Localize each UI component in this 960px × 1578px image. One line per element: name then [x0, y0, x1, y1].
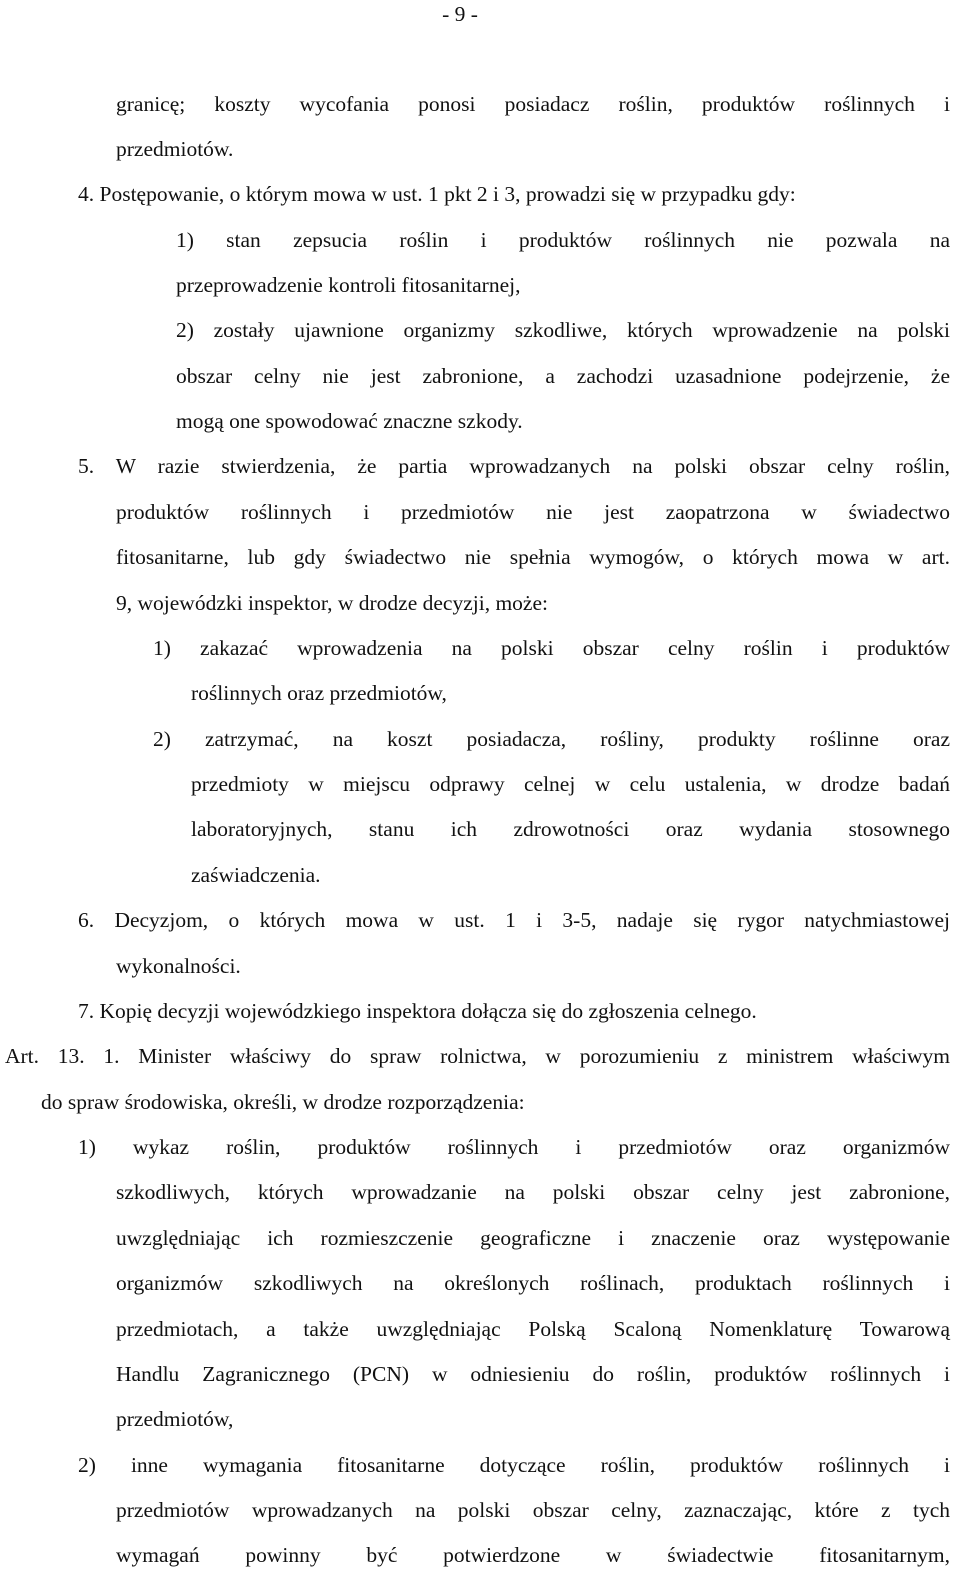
text-line: fitosanitarne, lub gdy świadectwo nie spełnia wymogów, o których mowa w art.	[116, 545, 950, 569]
text-line: przedmiotów,	[116, 1407, 234, 1431]
text-line: 1) stan zepsucia roślin i produktów roślinnych nie pozwala na	[176, 228, 950, 252]
text-line: wykonalności.	[116, 954, 241, 978]
text-line: 6. Decyzjom, o których mowa w ust. 1 i 3-5, nadaje się rygor natychmiastowej	[78, 908, 950, 932]
text-line: produktów roślinnych i przedmiotów nie jest zaopatrzona w świadectwo	[116, 500, 950, 524]
text-line: do spraw środowiska, określi, w drodze rozporządzenia:	[41, 1090, 525, 1114]
text-line: organizmów szkodliwych na określonych roślinach, produktach roślinnych i	[116, 1271, 950, 1295]
text-line: 4. Postępowanie, o którym mowa w ust. 1 pkt 2 i 3, prowadzi się w przypadku gdy:	[78, 182, 796, 206]
text-line: Art. 13. 1. Minister właściwy do spraw rolnictwa, w porozumieniu z ministrem właściwym	[5, 1044, 950, 1068]
text-line: 1) wykaz roślin, produktów roślinnych i przedmiotów oraz organizmów	[78, 1135, 950, 1159]
text-line: 9, wojewódzki inspektor, w drodze decyzji, może:	[116, 591, 548, 615]
text-line: przeprowadzenie kontroli fitosanitarnej,	[176, 273, 521, 297]
text-line: szkodliwych, których wprowadzanie na polski obszar celny jest zabronione,	[116, 1180, 950, 1204]
text-line: mogą one spowodować znaczne szkody.	[176, 409, 523, 433]
text-line: Handlu Zagranicznego (PCN) w odniesieniu do roślin, produktów roślinnych i	[116, 1362, 950, 1386]
text-line: obszar celny nie jest zabronione, a zachodzi uzasadnione podejrzenie, że	[176, 364, 950, 388]
text-line: 1) zakazać wprowadzenia na polski obszar celny roślin i produktów	[153, 636, 950, 660]
text-line: 2) zatrzymać, na koszt posiadacza, rośliny, produkty roślinne oraz	[153, 727, 950, 751]
text-line: laboratoryjnych, stanu ich zdrowotności oraz wydania stosownego	[191, 817, 950, 841]
text-line: 2) zostały ujawnione organizmy szkodliwe, których wprowadzenie na polski	[176, 318, 950, 342]
text-line: przedmiotów.	[116, 137, 234, 161]
text-line: 5. W razie stwierdzenia, że partia wprowadzanych na polski obszar celny roślin,	[78, 454, 950, 478]
text-line: 7. Kopię decyzji wojewódzkiego inspektora dołącza się do zgłoszenia celnego.	[78, 999, 757, 1023]
page-number: - 9 -	[442, 2, 478, 26]
text-line: zaświadczenia.	[191, 863, 321, 887]
text-line: przedmiotów wprowadzanych na polski obszar celny, zaznaczając, które z tych	[116, 1498, 950, 1522]
text-line: wymagań powinny być potwierdzone w świadectwie fitosanitarnym,	[116, 1543, 950, 1567]
text-line: granicę; koszty wycofania ponosi posiadacz roślin, produktów roślinnych i	[116, 92, 950, 116]
text-line: uwzględniając ich rozmieszczenie geograficzne i znaczenie oraz występowanie	[116, 1226, 950, 1250]
text-line: 2) inne wymagania fitosanitarne dotyczące roślin, produktów roślinnych i	[78, 1453, 950, 1477]
text-line: przedmioty w miejscu odprawy celnej w celu ustalenia, w drodze badań	[191, 772, 950, 796]
text-line: roślinnych oraz przedmiotów,	[191, 681, 447, 705]
text-line: przedmiotach, a także uwzględniając Polską Scaloną Nomenklaturę Towarową	[116, 1317, 950, 1341]
